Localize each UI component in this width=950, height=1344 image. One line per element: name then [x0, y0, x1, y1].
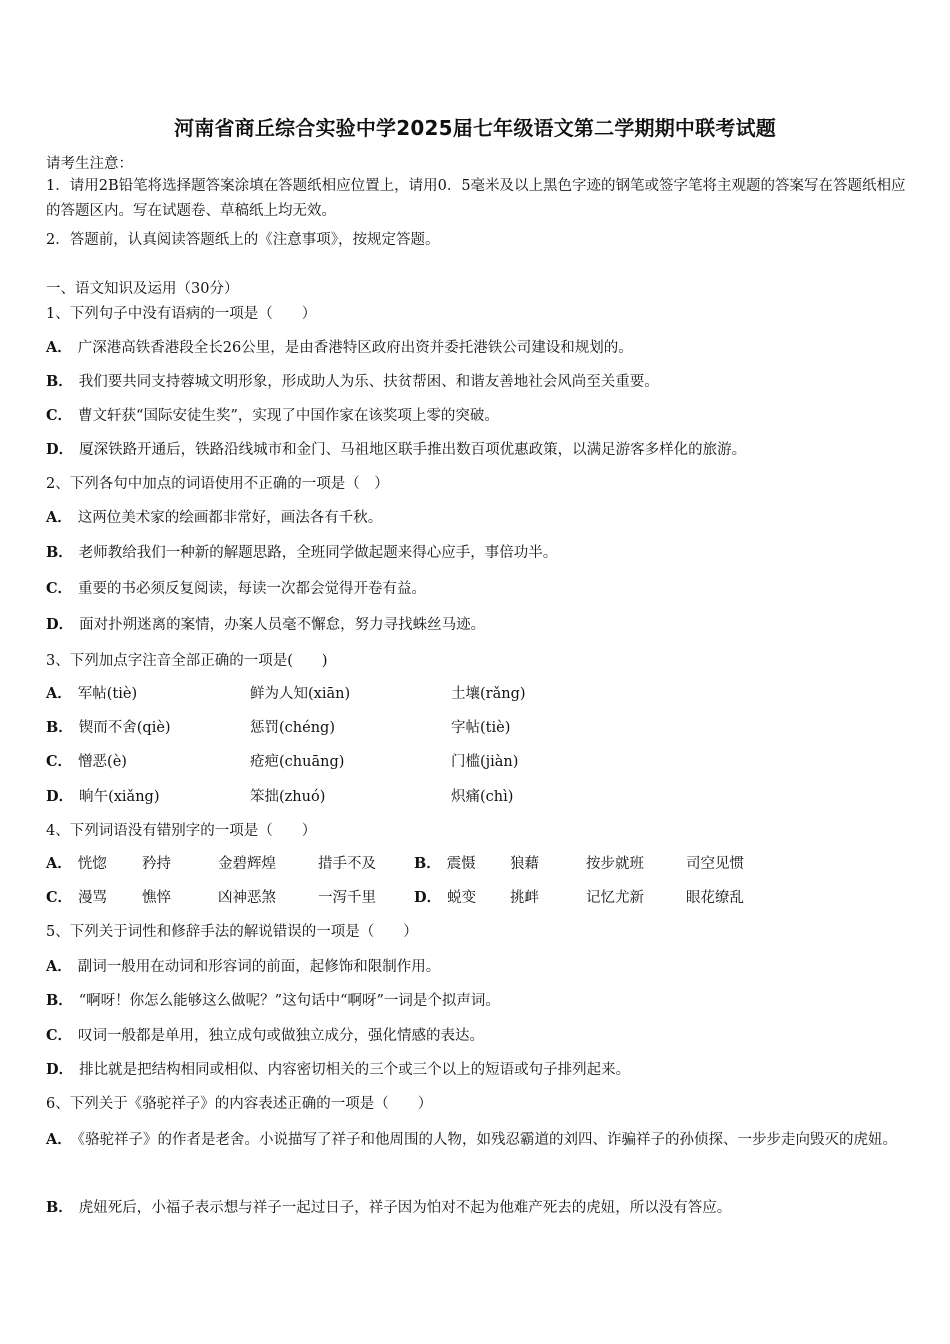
option-word: 挑衅: [510, 890, 539, 906]
section-heading: 一、语文知识及运用（30分）: [46, 281, 239, 297]
question-6-option-a: [46, 1122, 906, 1158]
option-word: 眼花缭乱: [686, 890, 744, 906]
option-text: 厦深铁路开通后，铁路沿线城市和金门、马祖地区联手推出数百项优惠政策，以满足游客多样化的旅游。: [79, 442, 747, 458]
option-text: 这两位美术家的绘画都非常好，画法各有千秋。: [77, 510, 383, 526]
option-label: D．: [46, 788, 74, 805]
option-label: B．: [46, 992, 73, 1009]
question-1-option-c: [46, 404, 499, 425]
question-4-option-c: [46, 886, 107, 907]
option-text: 广深港高铁香港段全长26公里，是由香港特区政府出资并委托港铁公司建设和规划的。: [77, 340, 633, 356]
notice-item-2: 2．答题前，认真阅读答题纸上的《注意事项》，按规定答题。: [46, 232, 440, 248]
option-label: B．: [46, 373, 73, 390]
option-label: A．: [46, 509, 72, 526]
option-word: 震慑: [446, 856, 476, 872]
option-text: 我们要共同支持蓉城文明形象，形成助人为乐、扶贫帮困、和谐友善地社会风尚至关重要。: [78, 374, 659, 390]
option-label: B．: [414, 855, 441, 872]
option-text: 《骆驼祥子》的作者是老舍。小说描写了祥子和他周围的人物，如残忍霸道的刘四、诈骗祥子的孙侦探、一步步走向毁灭的虎妞。: [77, 1132, 898, 1148]
option-label: C．: [46, 889, 73, 906]
option-text: 晌午(xiǎng): [79, 789, 160, 805]
option-label: C．: [46, 580, 73, 597]
option-label: D．: [46, 616, 74, 633]
exam-title: 河南省商丘综合实验中学2025届七年级语文第二学期期中联考试题: [174, 116, 776, 140]
question-2-option-d: [46, 613, 485, 634]
option-word: 措手不及: [318, 856, 376, 872]
question-5-option-b: [46, 989, 500, 1010]
question-2-option-b: [46, 541, 557, 562]
option-text: 炽痛(chì): [451, 789, 514, 805]
option-word: 矜持: [142, 856, 171, 872]
option-label: B．: [46, 544, 73, 561]
option-label: A．: [46, 958, 72, 975]
option-text: 笨拙(zhuó): [250, 789, 326, 805]
option-label: A．: [46, 855, 72, 872]
option-label: B．: [46, 719, 73, 736]
option-word: 恍惚: [77, 856, 107, 872]
option-text: 面对扑朔迷离的案情，办案人员毫不懈怠，努力寻找蛛丝马迹。: [79, 617, 486, 633]
notice-heading: 请考生注意：: [46, 156, 133, 172]
question-6-stem: 6、下列关于《骆驼祥子》的内容表述正确的一项是（ ）: [46, 1096, 433, 1112]
option-word: 漫骂: [78, 890, 108, 906]
question-5-option-a: [46, 955, 440, 976]
question-3-option-c: [46, 750, 127, 771]
option-word: 蜕变: [447, 890, 477, 906]
question-5-stem: 5、下列关于词性和修辞手法的解说错误的一项是（ ）: [46, 924, 418, 940]
option-label: B．: [46, 1199, 73, 1216]
question-3-option-d: [46, 785, 159, 806]
option-text: 叹词一般都是单用，独立成句或做独立成分，强化情感的表达。: [78, 1028, 485, 1044]
option-word: 金碧辉煌: [218, 856, 276, 872]
option-text: “啊呀！你怎么能够这么做呢？”这句话中“啊呀”一词是个拟声词。: [78, 993, 500, 1009]
option-word: 一泻千里: [318, 890, 376, 906]
question-2-stem: 2、下列各句中加点的词语使用不正确的一项是（ ）: [46, 476, 389, 492]
option-text: 副词一般用在动词和形容词的前面，起修饰和限制作用。: [77, 959, 441, 975]
question-3-stem: 3、下列加点字注音全部正确的一项是( ): [46, 653, 328, 669]
question-4-stem: 4、下列词语没有错别字的一项是（ ）: [46, 823, 317, 839]
question-4-option-d: [414, 886, 476, 907]
option-label: C．: [46, 1027, 73, 1044]
question-1-option-b: [46, 370, 659, 391]
option-label: D．: [414, 889, 442, 906]
question-5-option-c: [46, 1024, 484, 1045]
question-2-option-a: [46, 506, 382, 527]
option-word: 记忆尤新: [586, 890, 644, 906]
option-text: 老师教给我们一种新的解题思路，全班同学做起题来得心应手，事倍功半。: [78, 545, 558, 561]
question-6-option-b: [46, 1196, 731, 1217]
option-word: 狼藉: [510, 856, 539, 872]
option-text: 虎妞死后，小福子表示想与祥子一起过日子，祥子因为怕对不起为他难产死去的虎妞，所以没有答应。: [78, 1200, 732, 1216]
question-2-option-c: [46, 577, 426, 598]
option-label: A．: [46, 1131, 72, 1148]
question-4-option-a: [46, 852, 107, 873]
option-label: D．: [46, 1061, 74, 1078]
question-1-stem: 1、下列句子中没有语病的一项是（ ）: [46, 306, 317, 322]
option-text: 字帖(tiè): [451, 720, 511, 736]
option-text: 疮疤(chuāng): [250, 754, 345, 770]
option-label: A．: [46, 339, 72, 356]
option-word: 按步就班: [586, 856, 644, 872]
option-text: 重要的书必须反复阅读，每读一次都会觉得开卷有益。: [78, 581, 427, 597]
option-text: 土壤(rǎng): [451, 686, 526, 702]
option-text: 憎恶(è): [78, 754, 127, 770]
option-text: 曹文轩获“国际安徒生奖”，实现了中国作家在该奖项上零的突破。: [78, 408, 499, 424]
option-label: A．: [46, 685, 72, 702]
option-text: 门槛(jiàn): [451, 754, 519, 770]
option-text: 军帖(tiè): [77, 686, 138, 702]
question-1-option-a: [46, 336, 633, 357]
option-word: 司空见惯: [686, 856, 744, 872]
question-5-option-d: [46, 1058, 630, 1079]
option-text: 排比就是把结构相同或相似、内容密切相关的三个或三个以上的短语或句子排列起来。: [79, 1062, 631, 1078]
question-4-option-b: [414, 852, 476, 873]
option-text: 锲而不舍(qiè): [78, 720, 171, 736]
option-word: 凶神恶煞: [218, 890, 276, 906]
option-word: 憔悴: [142, 890, 171, 906]
option-label: C．: [46, 753, 73, 770]
question-1-option-d: [46, 438, 746, 459]
option-label: C．: [46, 407, 73, 424]
option-text: 鲜为人知(xiān): [250, 686, 351, 702]
option-text: 惩罚(chéng): [250, 720, 335, 736]
notice-item-1: 1．请用2B铅笔将选择题答案涂填在答题纸相应位置上，请用0．5毫米及以上黑色字迹的钢笔或签字笔将主观题的答案写在答题纸相应的答题区内。写在试题卷、草稿纸上均无效。: [46, 178, 906, 219]
option-label: D．: [46, 441, 74, 458]
question-3-option-b: [46, 716, 171, 737]
question-3-option-a: [46, 682, 137, 703]
